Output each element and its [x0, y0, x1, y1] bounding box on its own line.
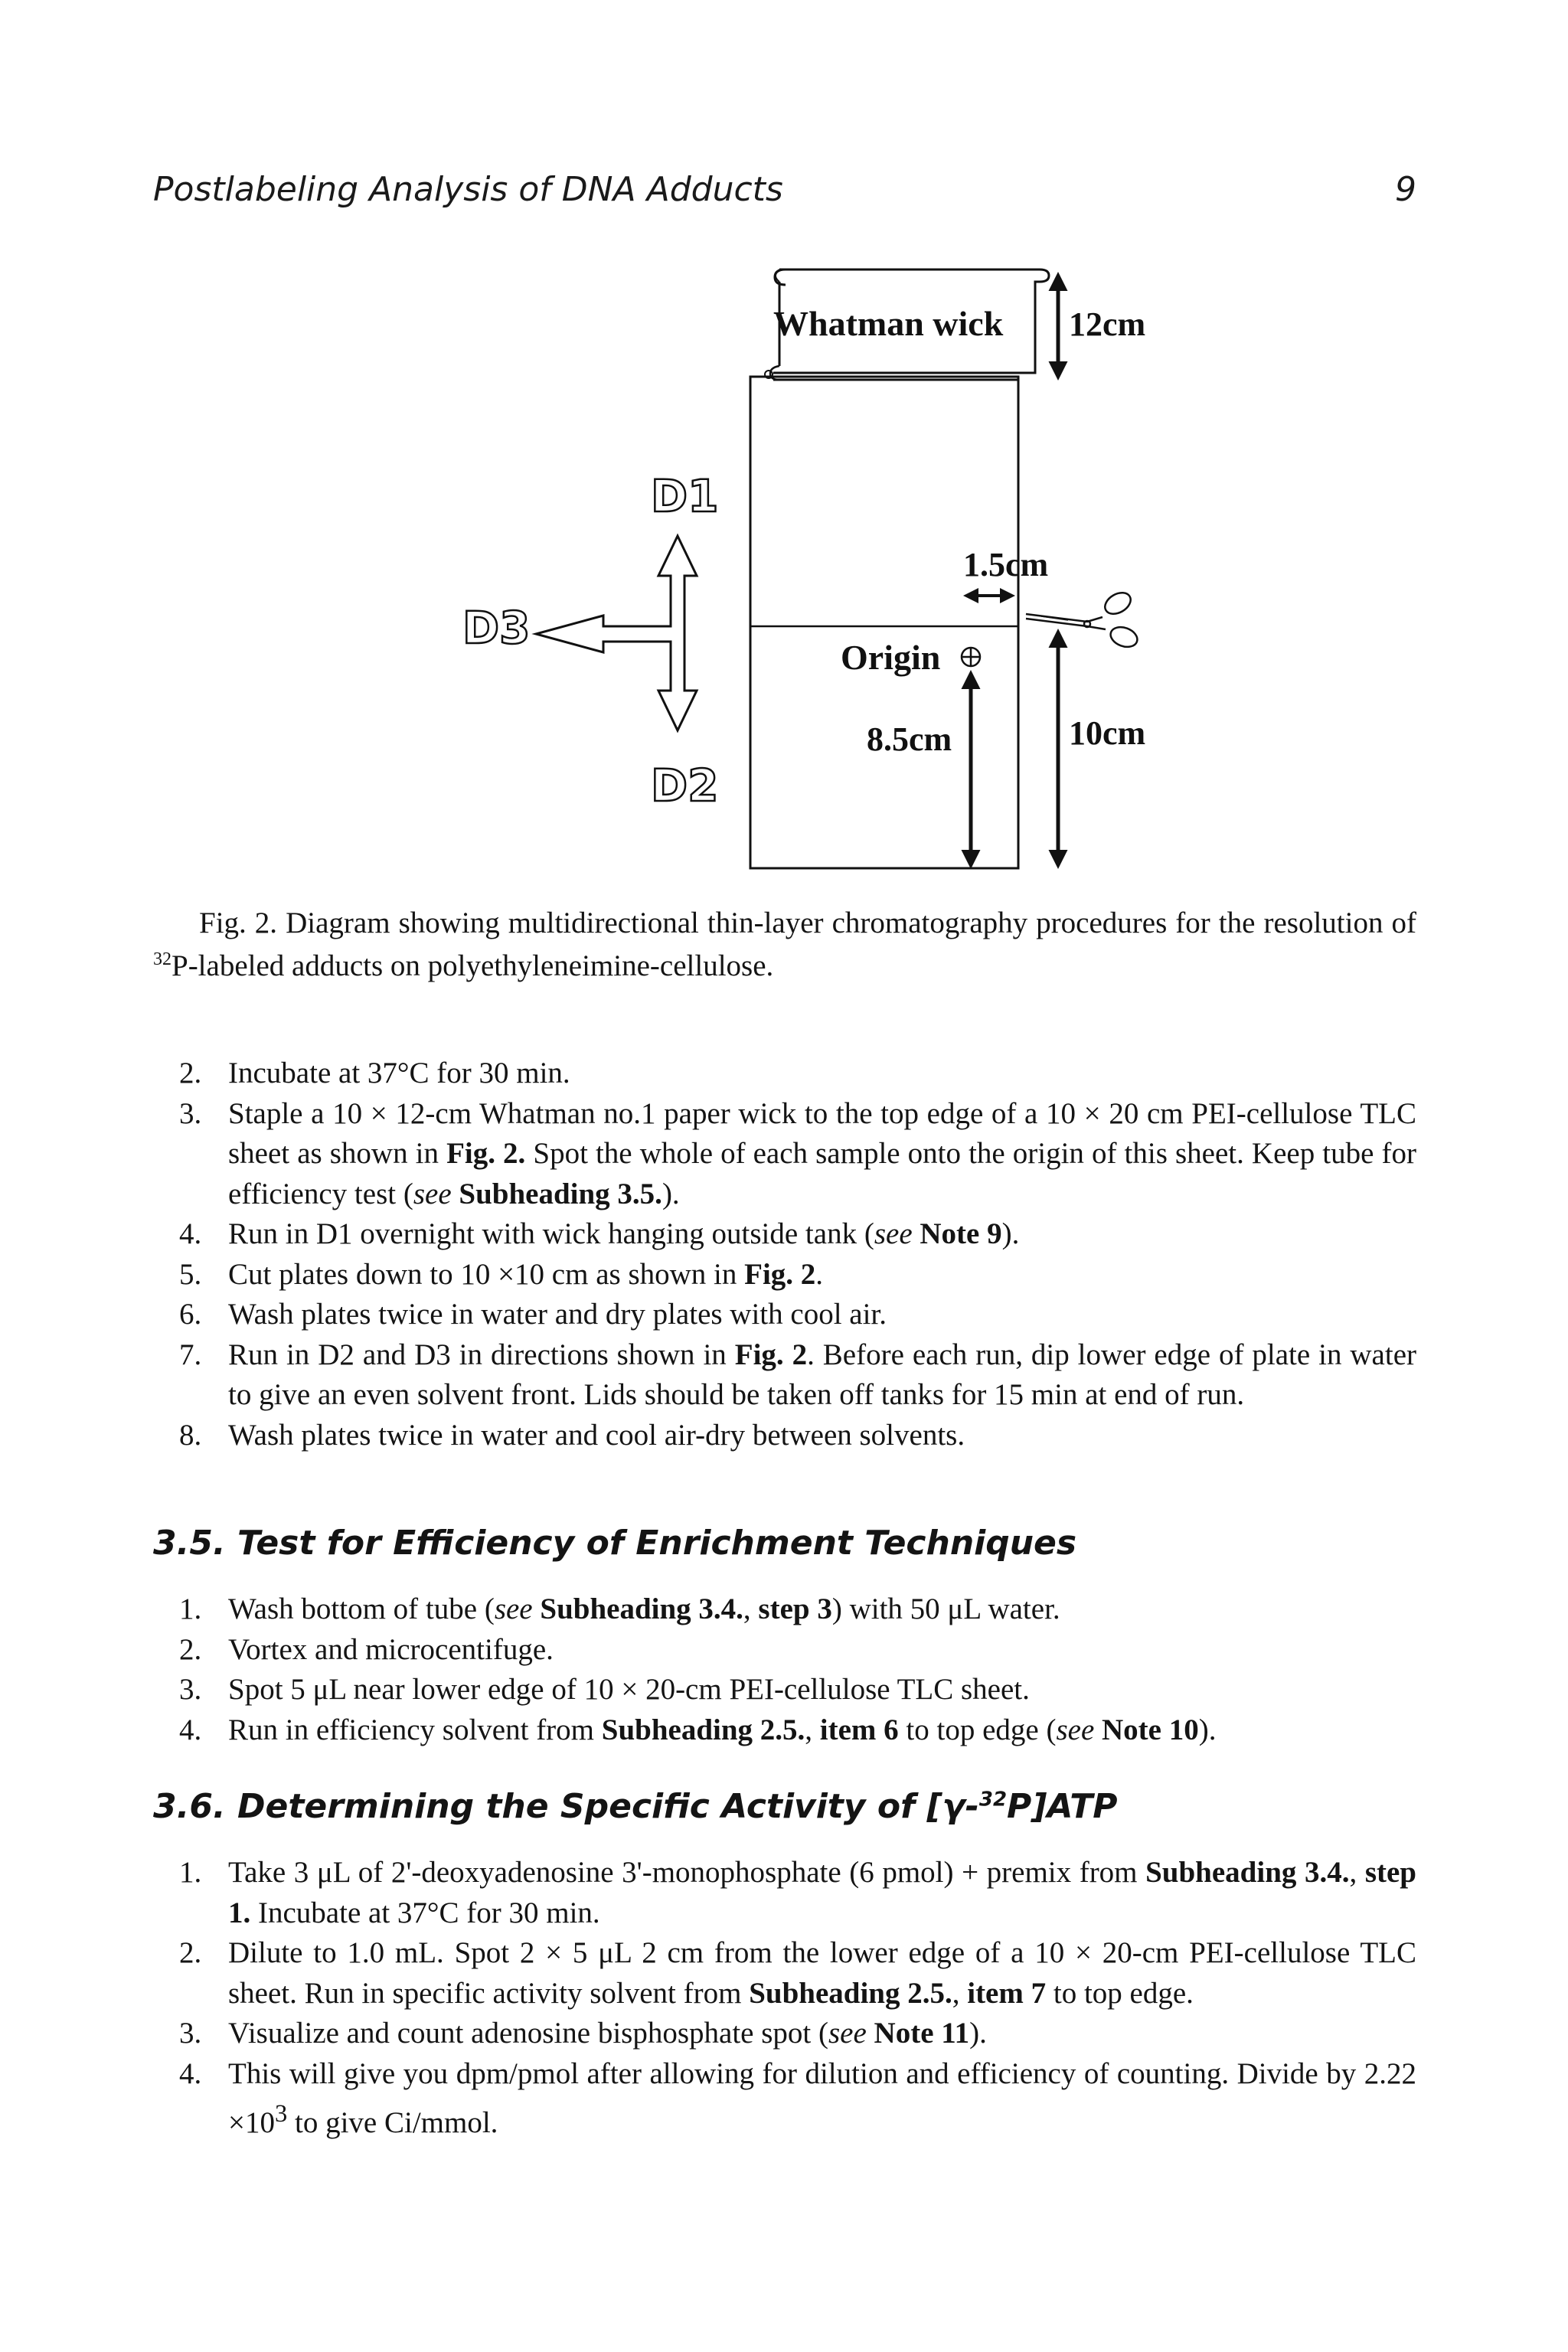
list-item	[153, 1589, 1416, 1630]
step-number: 3.	[179, 2017, 202, 2050]
step-number: 4.	[179, 1713, 202, 1746]
list-item	[153, 1094, 1416, 1215]
step-number: 4.	[179, 2056, 202, 2090]
step-text: Vortex and microcentifuge.	[228, 1632, 554, 1666]
list-item	[153, 1630, 1416, 1671]
step-text: Run in efficiency solvent from	[228, 1713, 602, 1746]
step-text: .	[815, 1257, 824, 1291]
tlc-diagram-figure	[0, 0, 1568, 903]
cross-reference: Note 9	[920, 1217, 1002, 1250]
origin-dimension-label: 8.5cm	[867, 720, 952, 758]
scissors-icon	[1026, 589, 1140, 651]
step-text: Incubate at 37°C for 30 min.	[228, 1057, 570, 1089]
step-text: Run in D2 and D3 in directions shown in	[228, 1338, 735, 1371]
step-text: . Before each run, dip lower edge of plate in water to give an even solvent front. Lids should be taken off tanks for 15 min at end of run.	[228, 1338, 1416, 1411]
section-3-6-heading-text: 3.6. Determining the Specific Activity of [γ-	[153, 1787, 979, 1826]
direction-arrows	[462, 470, 719, 812]
step-text: ,	[805, 1713, 820, 1746]
section-3-5-steps	[153, 1589, 1416, 1750]
step-text	[1094, 1713, 1102, 1746]
figure-caption	[153, 902, 1416, 988]
cross-reference: Note 11	[874, 2017, 970, 2050]
cross-reference: step 3	[758, 1592, 832, 1625]
step-text: see	[874, 1217, 913, 1250]
list-item	[153, 2054, 1416, 2144]
step-text: ).	[1001, 1217, 1020, 1250]
step-text: see	[494, 1592, 533, 1625]
step-text: 3	[275, 2100, 288, 2128]
origin-label: Origin	[841, 638, 941, 677]
step-text: Visualize and count adenosine bisphosphate spot (	[228, 2017, 828, 2050]
step-text: Staple a 10 × 12-cm Whatman no.1 paper wick to the top edge of a 10 × 20 cm PEI-cellulose TLC sheet as shown in	[228, 1096, 1416, 1170]
wick-label: Whatman wick	[773, 304, 1004, 343]
step-text: to top edge (	[898, 1713, 1057, 1746]
whatman-wick	[765, 270, 1049, 380]
step-number: 3.	[179, 1096, 202, 1130]
step-text: ).	[662, 1177, 680, 1210]
step-text: Wash plates twice in water and cool air-dry between solvents.	[228, 1418, 965, 1452]
step-text: ,	[1349, 1856, 1365, 1889]
list-item	[153, 1255, 1416, 1295]
step-text: see	[413, 1177, 452, 1210]
step-number: 8.	[179, 1418, 202, 1452]
step-text	[452, 1178, 459, 1210]
cross-reference: Fig. 2.	[446, 1137, 526, 1170]
page-number: 9	[1395, 170, 1416, 209]
step-text: ,	[743, 1592, 759, 1625]
running-head-title: Postlabeling Analysis of DNA Adducts	[153, 170, 783, 209]
step-text: Run in D1 overnight with wick hanging outside tank (	[228, 1217, 874, 1250]
plate-dimension-label: 10cm	[1069, 714, 1146, 752]
step-number: 1.	[179, 1592, 202, 1625]
step-text: Take 3 μL of 2'-deoxyadenosine 3'-monophosphate (6 pmol) + premix from	[228, 1856, 1146, 1889]
cross-reference: Subheading 2.5.	[601, 1713, 805, 1746]
step-text: see	[1056, 1713, 1095, 1746]
list-item	[153, 1214, 1416, 1255]
list-item	[153, 2014, 1416, 2054]
caption-superscript: 32	[153, 949, 172, 969]
list-item	[153, 1853, 1416, 1933]
step-text: ) with 50 μL water.	[831, 1592, 1060, 1625]
wick-dimension-label: 12cm	[1069, 305, 1146, 343]
step-text	[533, 1592, 541, 1625]
section-3-6-heading-superscript: 32	[978, 1788, 1008, 1811]
step-number: 2.	[179, 1057, 202, 1089]
cross-reference: Subheading 3.4.	[540, 1592, 743, 1625]
cross-reference: item 6	[819, 1713, 899, 1746]
cross-reference: Note 10	[1102, 1713, 1199, 1746]
d1-label: D1	[651, 470, 719, 522]
list-item	[153, 1054, 1416, 1094]
cross-reference: item 7	[967, 1976, 1047, 2010]
cross-reference: Fig. 2	[734, 1338, 808, 1371]
step-text	[867, 2017, 874, 2050]
cross-reference: Subheading 3.5.	[459, 1177, 662, 1210]
step-number: 7.	[179, 1338, 202, 1371]
step-text: to give Ci/mmol.	[287, 2106, 498, 2139]
section-3-4-steps	[153, 1054, 1416, 1455]
origin-crosshair-icon	[962, 648, 980, 666]
step-text: ,	[952, 1976, 968, 2010]
step-number: 6.	[179, 1298, 202, 1331]
cross-reference: Fig. 2	[744, 1257, 816, 1291]
step-text	[913, 1217, 920, 1250]
step-text: Spot the whole of each sample onto the origin of this sheet. Keep tube for efficiency test (	[228, 1137, 1416, 1210]
step-number: 2.	[179, 1936, 202, 1969]
step-text: This will give you dpm/pmol after allowing for dilution and efficiency of counting. Divide by 2.22 ×10	[228, 2056, 1416, 2139]
step-text: Dilute to 1.0 mL. Spot 2 × 5 μL 2 cm from the lower edge of a 10 × 20-cm PEI-cellulose TLC sheet. Run in specific activity solvent from	[228, 1936, 1416, 2010]
section-3-6-steps	[153, 1853, 1416, 2144]
cross-reference: Subheading 3.4.	[1145, 1856, 1350, 1889]
d2-label: D2	[651, 760, 719, 812]
step-number: 1.	[179, 1856, 202, 1889]
section-3-5-heading: 3.5. Test for Efficiency of Enrichment Techniques	[153, 1524, 1077, 1563]
margin-dimension-label: 1.5cm	[963, 546, 1049, 583]
list-item	[153, 1933, 1416, 2014]
step-text: Cut plates down to 10 ×10 cm as shown in	[228, 1257, 745, 1291]
list-item	[153, 1710, 1416, 1751]
step-text: Spot 5 μL near lower edge of 10 × 20-cm PEI-cellulose TLC sheet.	[228, 1673, 1030, 1706]
section-3-6-heading	[153, 1787, 1118, 1826]
list-item	[153, 1416, 1416, 1456]
step-number: 3.	[179, 1673, 202, 1706]
tlc-plate	[750, 377, 1018, 868]
step-number: 2.	[179, 1632, 202, 1666]
step-text: Wash bottom of tube (	[228, 1592, 495, 1625]
step-text: ).	[969, 2017, 987, 2050]
list-item	[153, 1670, 1416, 1710]
list-item	[153, 1335, 1416, 1416]
cross-reference: Subheading 2.5.	[749, 1976, 952, 2010]
step-number: 4.	[179, 1217, 202, 1250]
section-3-6-heading-text-end: P]ATP	[1007, 1787, 1118, 1826]
list-item	[153, 1295, 1416, 1335]
caption-text: Fig. 2. Diagram showing multidirectional thin-layer chromatography procedures for the resolution of	[199, 906, 1416, 939]
step-text: Wash plates twice in water and dry plates with cool air.	[228, 1298, 887, 1331]
step-number: 5.	[179, 1257, 202, 1291]
step-text: Incubate at 37°C for 30 min.	[250, 1896, 600, 1929]
step-text: to top edge.	[1046, 1976, 1194, 2010]
d3-label: D3	[462, 602, 531, 654]
caption-text-end: P-labeled adducts on polyethyleneimine-cellulose.	[172, 949, 774, 982]
step-text: see	[828, 2017, 867, 2050]
cross-reference: step 1.	[228, 1856, 1416, 1929]
step-text: ).	[1198, 1713, 1217, 1746]
